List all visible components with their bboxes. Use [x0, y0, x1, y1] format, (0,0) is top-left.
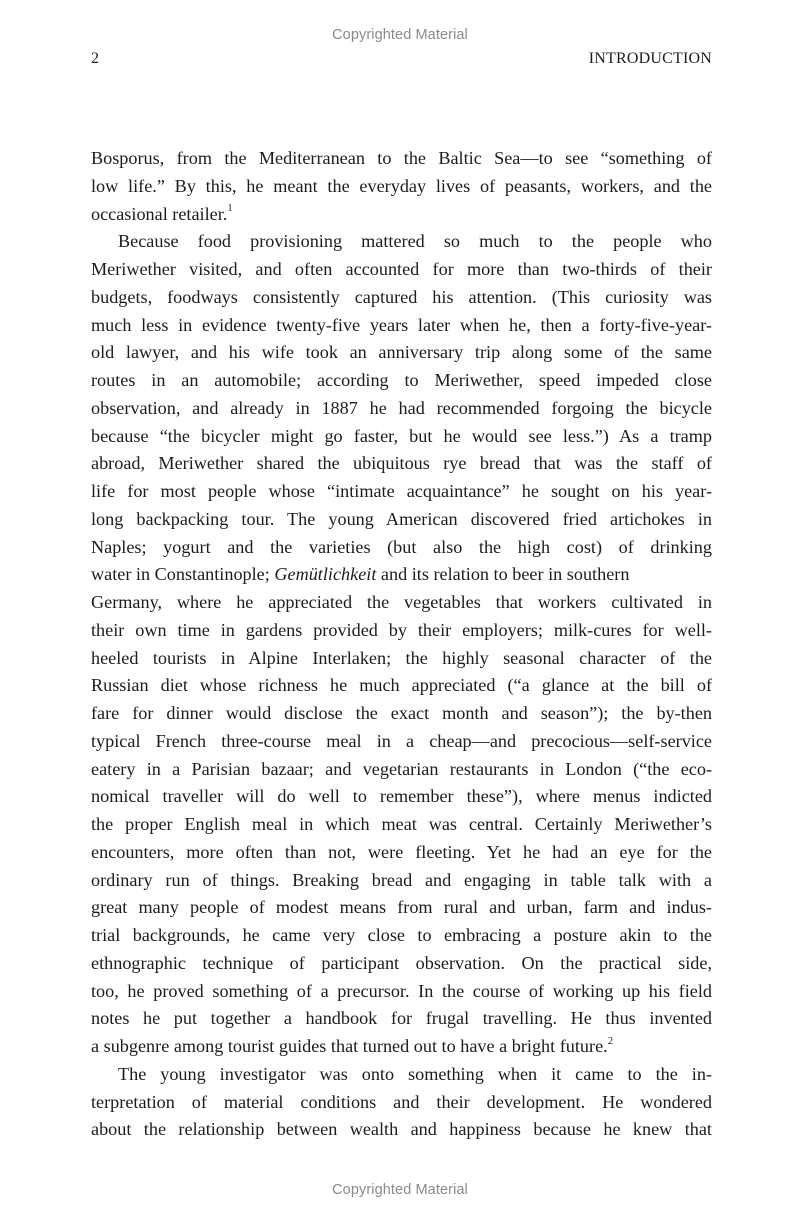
text-line: fare for dinner would disclose the exact month and season”); the by-then	[91, 703, 712, 723]
text-line-content: a subgenre among tourist guides that turned out to have a bright future.	[91, 1036, 608, 1056]
italic-term: Gemütlichkeit	[274, 564, 377, 585]
text-line: eatery in a Parisian bazaar; and vegetarian restaurants in London (“the eco-	[91, 758, 712, 779]
text-line: Russian diet whose richness he much appreciated (“a glance at the bill of	[91, 675, 712, 696]
text-line: the proper English meal in which meat was central. Certainly Meriwether’s	[91, 814, 712, 834]
running-title: INTRODUCTION	[588, 50, 712, 67]
text-line: long backpacking tour. The young American discovered fried artichokes in	[91, 508, 712, 529]
text-line: old lawyer, and his wife took an anniversary trip along some of the same	[91, 342, 712, 363]
watermark-top: Copyrighted Material	[332, 27, 468, 43]
text-line: their own time in gardens provided by their employers; milk-cures for well-	[91, 619, 712, 640]
text-line: observation, and already in 1887 he had recommended forgoing the bicycle	[91, 397, 712, 418]
text-line: typical French three-course meal in a cheap—and precocious—self-service	[91, 730, 712, 751]
text-line: low life.” By this, he meant the everyday lives of peasants, workers, and the	[91, 175, 712, 196]
text-line	[91, 1033, 712, 1061]
text-line: routes in an automobile; according to Meriwether, speed impeded close	[91, 370, 712, 390]
text-line-content: occasional retailer.	[91, 203, 228, 224]
text-line: notes he put together a handbook for frugal travelling. He thus invented	[91, 1008, 712, 1029]
text-line: Naples; yogurt and the varieties (but also the high cost) of drinking	[91, 536, 712, 557]
text-line: The young investigator was onto something when it came to the in-	[118, 1063, 712, 1084]
text-line-content: and its relation to beer in southern	[376, 564, 630, 585]
text-line: great many people of modest means from rural and urban, farm and indus-	[91, 897, 712, 918]
text-line: Because food provisioning mattered so much to the people who	[118, 231, 712, 252]
text-line: heeled tourists in Alpine Interlaken; the highly seasonal character of the	[91, 647, 712, 668]
text-line: because “the bicycler might go faster, but he would see less.”) As a tramp	[91, 425, 712, 446]
watermark-bottom: Copyrighted Material	[332, 1182, 468, 1198]
running-head	[91, 50, 712, 70]
text-line: abroad, Meriwether shared the ubiquitous rye bread that was the staff of	[91, 453, 712, 474]
footnote-marker: 2	[607, 1035, 613, 1047]
text-line: trial backgrounds, he came very close to embracing a posture akin to the	[91, 925, 712, 945]
footnote-marker: 1	[227, 203, 233, 215]
text-line	[91, 561, 712, 589]
text-line: ethnographic technique of participant observation. On the practical side,	[91, 952, 712, 973]
text-line: encounters, more often than not, were fleeting. Yet he had an eye for the	[91, 841, 712, 862]
text-line: terpretation of material conditions and their development. He wondered	[91, 1091, 712, 1112]
text-line	[91, 201, 712, 229]
text-line: Germany, where he appreciated the vegetables that workers cultivated in	[91, 592, 712, 612]
text-line: too, he proved something of a precursor. In the course of working up his field	[91, 980, 712, 1001]
text-line: about the relationship between wealth and happiness because he knew that	[91, 1119, 712, 1140]
text-line: life for most people whose “intimate acquaintance” he sought on his year-	[91, 481, 712, 501]
body-text	[91, 145, 712, 1144]
text-line: Bosporus, from the Mediterranean to the Baltic Sea—to see “something of	[91, 148, 712, 168]
text-line-content: water in Constantinople;	[91, 564, 275, 585]
text-line: Meriwether visited, and often accounted for more than two-thirds of their	[91, 259, 712, 279]
text-line: budgets, foodways consistently captured his attention. (This curiosity was	[91, 286, 712, 307]
text-line: ordinary run of things. Breaking bread and engaging in table talk with a	[91, 869, 712, 890]
text-line: nomical traveller will do well to remember these”), where menus indicted	[91, 786, 712, 807]
page-number: 2	[91, 50, 99, 67]
text-line: much less in evidence twenty-five years later when he, then a forty-five-year-	[91, 314, 712, 335]
